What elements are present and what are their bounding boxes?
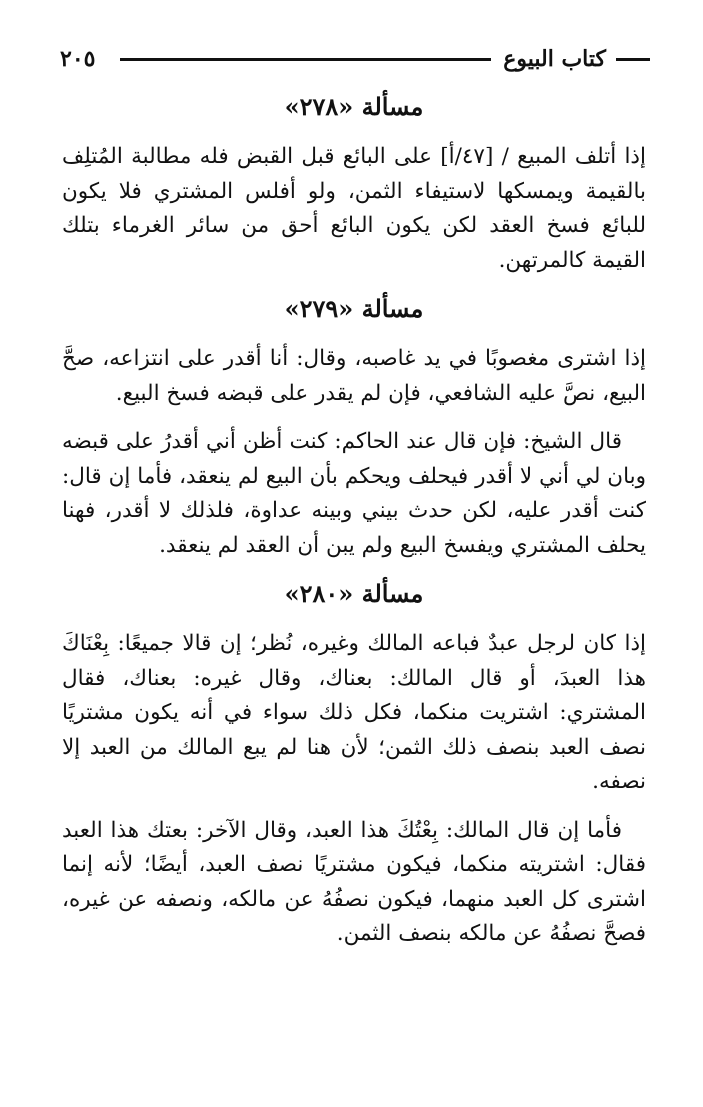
paragraph: قال الشيخ: فإن قال عند الحاكم: كنت أظن أني أقدرُ على قبضه وبان لي أني لا أقدر فيحلف ويحكم بأن البيع لم ينعقد، فأما إن قال: كنت أقدر عليه، لكن حدث بيني وبينه عداوة، فلذلك لا أقدر، فهنا يحلف المشتري ويفسخ البيع ولم يبن أن العقد لم ينعقد. <box>62 429 646 558</box>
header-rule-right <box>616 58 650 61</box>
header-rule <box>120 58 491 61</box>
page-number: ٢٠٥ <box>60 46 96 72</box>
paragraph: إذا كان لرجل عبدٌ فباعه المالك وغيره، نُظر؛ إن قالا جميعًا: بِعْنَاكَ هذا العبدَ، أو قال المالك: بعناك، وقال غيره: بعناك، فقال المشتري: اشتريت منكما، فكل ذلك سواء في أنه يكون مشتريًا نصف العبد بنصف ذلك الثمن؛ لأن هنا لم يبع المالك من العبد إلا نصفه. <box>62 631 646 794</box>
paragraph: فأما إن قال المالك: بِعْتُكَ هذا العبد، وقال الآخر: بعتك هذا العبد فقال: اشتريته منكما، فيكون مشتريًا نصف العبد، أيضًا؛ لأنه إنما اشترى كل العبد منهما، فيكون نصفُهُ عن مالكه، ونصفه عن غيره، فصحَّ نصفُهُ عن مالكه بنصف الثمن. <box>62 817 646 946</box>
paragraph: إذا اشترى مغصوبًا في يد غاصبه، وقال: أنا أقدر على انتزاعه، صحَّ البيع، نصَّ عليه الشافعي، فإن لم يقدر على قبضه فسخ البيع. <box>62 346 646 406</box>
running-header <box>60 42 650 76</box>
paragraph: إذا أتلف المبيع / [٤٧/أ] على البائع قبل القبض فله مطالبة المُتلِف بالقيمة ويمسكها لاستيفاء الثمن، ولو أفلس المشتري فلا يكون للبائع فسخ العقد لكن يكون البائع أحق من سائر الغرماء بتلك القيمة كالمرتهن. <box>62 144 646 273</box>
section-heading <box>62 292 646 326</box>
heading-word: مسألة <box>361 294 424 323</box>
page-body <box>62 90 646 966</box>
heading-word: مسألة <box>361 579 424 608</box>
section-heading <box>62 577 646 611</box>
heading-word: مسألة <box>361 92 424 121</box>
book-title: كتاب البيوع <box>503 46 606 72</box>
heading-number: «٢٨٠» <box>284 579 354 608</box>
heading-number: «٢٧٨» <box>284 92 354 121</box>
section-heading <box>62 90 646 124</box>
heading-number: «٢٧٩» <box>284 294 354 323</box>
